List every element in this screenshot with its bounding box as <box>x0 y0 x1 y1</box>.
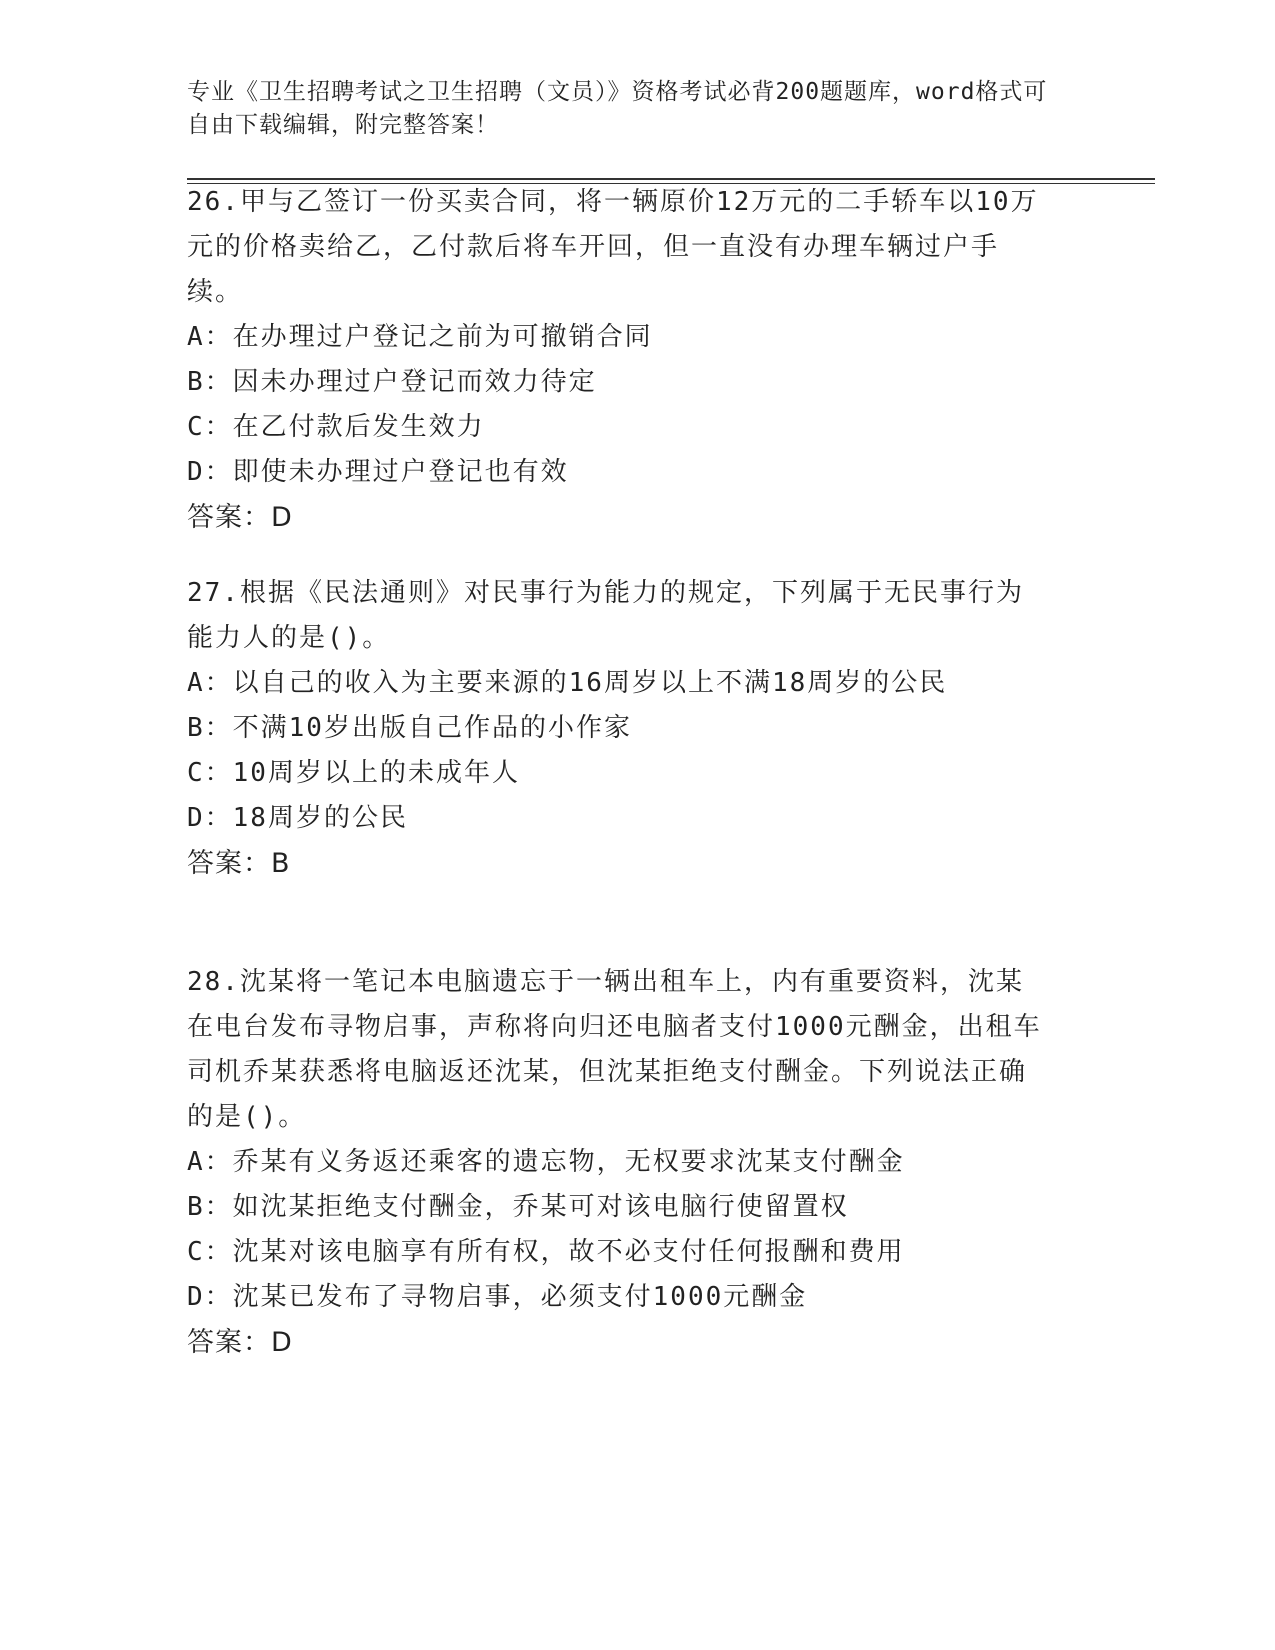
answer-label: 答案： <box>187 502 271 533</box>
option-d: D：沈某已发布了寻物启事，必须支付1000元酬金 <box>187 1282 808 1312</box>
option-a: A：在办理过户登记之前为可撤销合同 <box>187 322 653 352</box>
option-c: C：沈某对该电脑享有所有权，故不必支付任何报酬和费用 <box>187 1237 905 1267</box>
question-stem: 26.甲与乙签订一份买卖合同，将一辆原价12万元的二手轿车以10万元的价格卖给乙，乙付款后将车开回，但一直没有办理车辆过户手续。 <box>187 187 1039 307</box>
option-c: C：在乙付款后发生效力 <box>187 412 485 442</box>
answer-label: 答案： <box>187 848 271 879</box>
question-27 <box>187 571 1087 886</box>
answer-line <box>187 841 1087 886</box>
question-26 <box>187 180 1087 540</box>
option-d: D：18周岁的公民 <box>187 803 408 833</box>
answer-label: 答案： <box>187 1327 271 1358</box>
option-c: C：10周岁以上的未成年人 <box>187 758 520 788</box>
option-d: D：即使未办理过户登记也有效 <box>187 457 569 487</box>
option-a: A：以自己的收入为主要来源的16周岁以上不满18周岁的公民 <box>187 668 948 698</box>
answer-value: D <box>271 502 292 533</box>
document-header: 专业《卫生招聘考试之卫生招聘（文员）》资格考试必背200题题库，word格式可自由下载编辑，附完整答案！ <box>187 79 1048 138</box>
option-b: B：如沈某拒绝支付酬金，乔某可对该电脑行使留置权 <box>187 1192 849 1222</box>
answer-line <box>187 495 1087 540</box>
option-b: B：不满10岁出版自己作品的小作家 <box>187 713 632 743</box>
question-stem: 28.沈某将一笔记本电脑遗忘于一辆出租车上，内有重要资料，沈某在电台发布寻物启事，声称将向归还电脑者支付1000元酬金，出租车司机乔某获悉将电脑返还沈某，但沈某拒绝支付酬金。下列说法正确的是()。 <box>187 967 1042 1132</box>
option-b: B：因未办理过户登记而效力待定 <box>187 367 597 397</box>
answer-value: B <box>271 848 290 879</box>
question-28 <box>187 960 1087 1365</box>
option-a: A：乔某有义务返还乘客的遗忘物，无权要求沈某支付酬金 <box>187 1147 905 1177</box>
question-stem: 27.根据《民法通则》对民事行为能力的规定，下列属于无民事行为能力人的是()。 <box>187 578 1024 653</box>
answer-line <box>187 1320 1087 1365</box>
answer-value: D <box>271 1327 292 1358</box>
